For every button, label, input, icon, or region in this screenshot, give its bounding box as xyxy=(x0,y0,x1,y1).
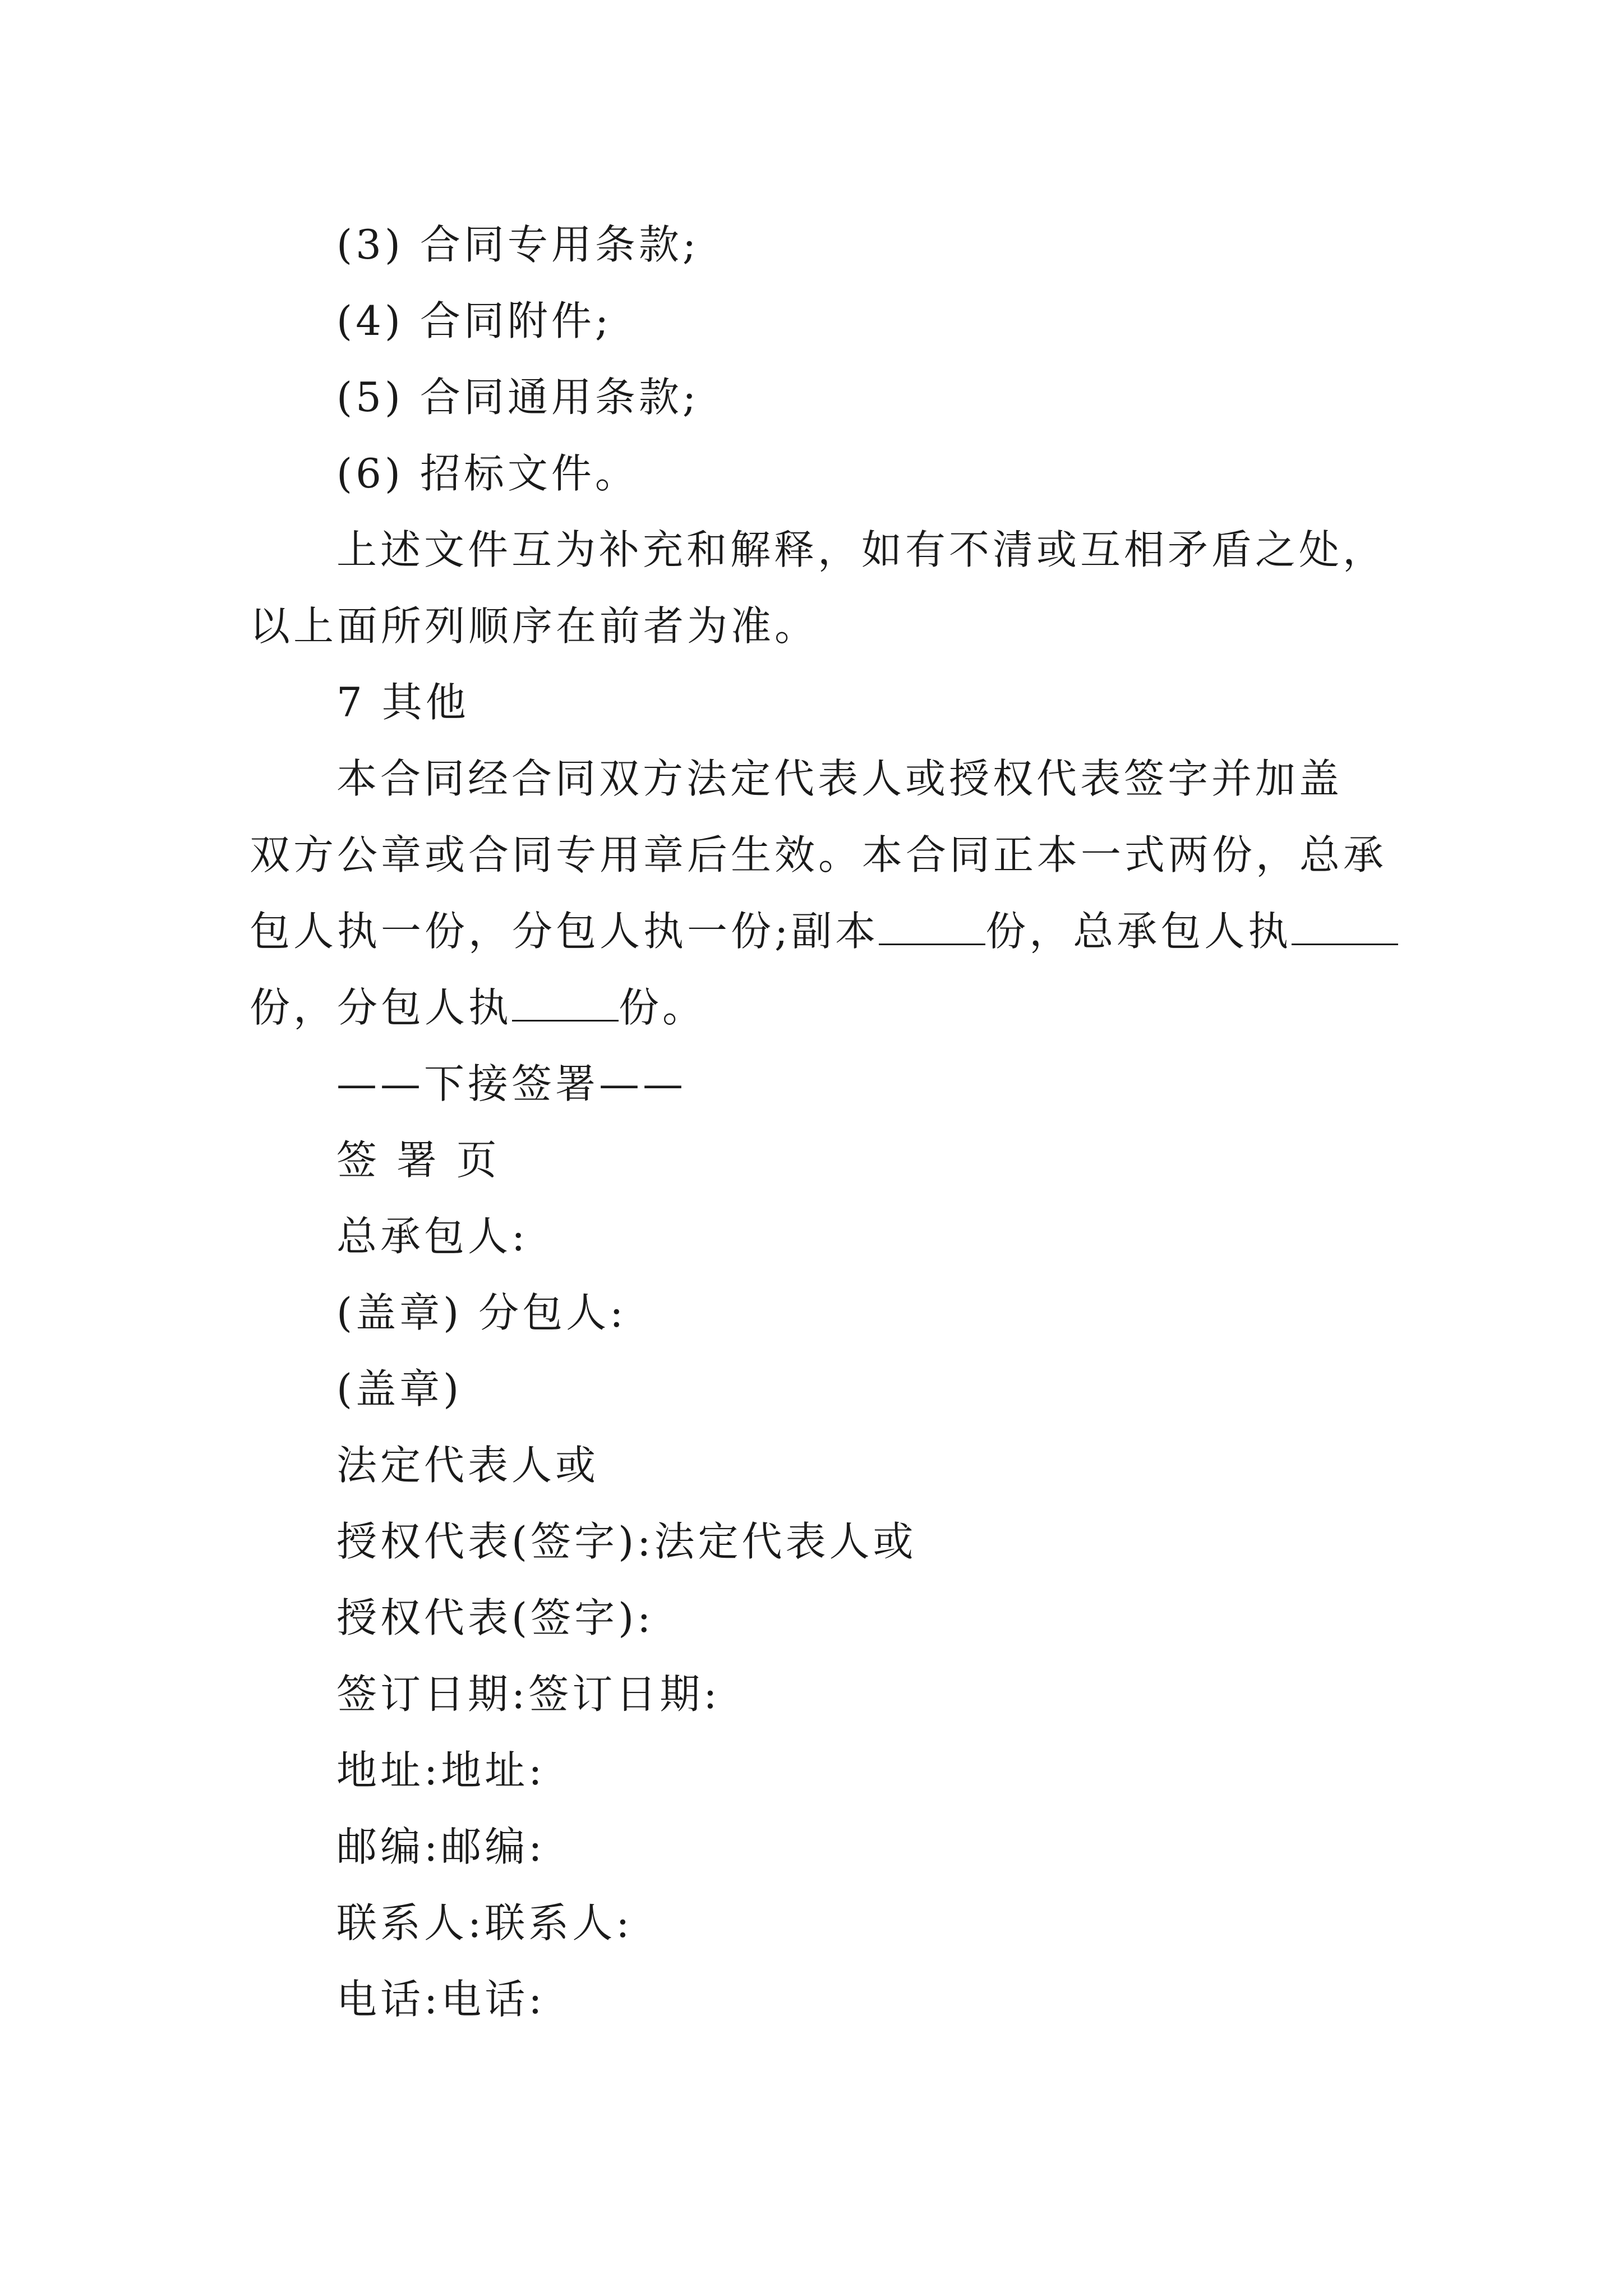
list-item: (5) 合同通用条款; xyxy=(336,374,700,421)
list-item: (6) 招标文件。 xyxy=(336,450,639,497)
seal-subcontractor-label: (盖章) 分包人: xyxy=(336,1289,627,1336)
authorized-representative-label: 授权代表(签字):法定代表人或 xyxy=(336,1518,917,1565)
signature-page-title: 签 署 页 xyxy=(336,1137,500,1184)
body-paragraph-line xyxy=(250,893,1388,969)
body-paragraph-line xyxy=(250,969,1388,1046)
body-paragraph-line: 本合同经合同双方法定代表人或授权代表签字并加盖 xyxy=(336,755,1343,802)
seal-label: (盖章) xyxy=(336,1365,463,1412)
legal-representative-label: 法定代表人或 xyxy=(336,1442,600,1489)
copies-blank xyxy=(879,909,985,945)
postcode-label: 邮编:邮编: xyxy=(336,1823,546,1870)
address-label: 地址:地址: xyxy=(336,1747,546,1794)
body-text: 包人执一份，分包人执一份;副本 xyxy=(250,908,879,955)
sign-date-label: 签订日期:签订日期: xyxy=(336,1671,721,1718)
continue-note: ——下接签署—— xyxy=(336,1060,687,1107)
precedence-paragraph-line: 以上面所列顺序在前者为准。 xyxy=(250,602,819,650)
body-text: 份。 xyxy=(619,984,707,1031)
subcontractor-copies-blank xyxy=(512,985,619,1022)
body-paragraph-line: 双方公章或合同专用章后生效。本合同正本一式两份，总承 xyxy=(250,831,1387,878)
section-title: 7 其他 xyxy=(336,679,469,726)
list-item: (4) 合同附件; xyxy=(336,297,612,344)
authorized-representative-label: 授权代表(签字): xyxy=(336,1594,654,1641)
general-contractor-label: 总承包人: xyxy=(336,1213,529,1260)
precedence-paragraph-line: 上述文件互为补充和解释，如有不清或互相矛盾之处， xyxy=(336,526,1387,573)
document-body xyxy=(250,206,1388,2037)
body-text: 份，总承包人执 xyxy=(985,908,1292,955)
body-text: 份，分包人执 xyxy=(250,984,513,1031)
contractor-copies-blank xyxy=(1292,909,1398,945)
contact-label: 联系人:联系人: xyxy=(336,1899,633,1947)
list-item: (3) 合同专用条款; xyxy=(336,221,700,268)
phone-label: 电话:电话: xyxy=(336,1976,546,2023)
